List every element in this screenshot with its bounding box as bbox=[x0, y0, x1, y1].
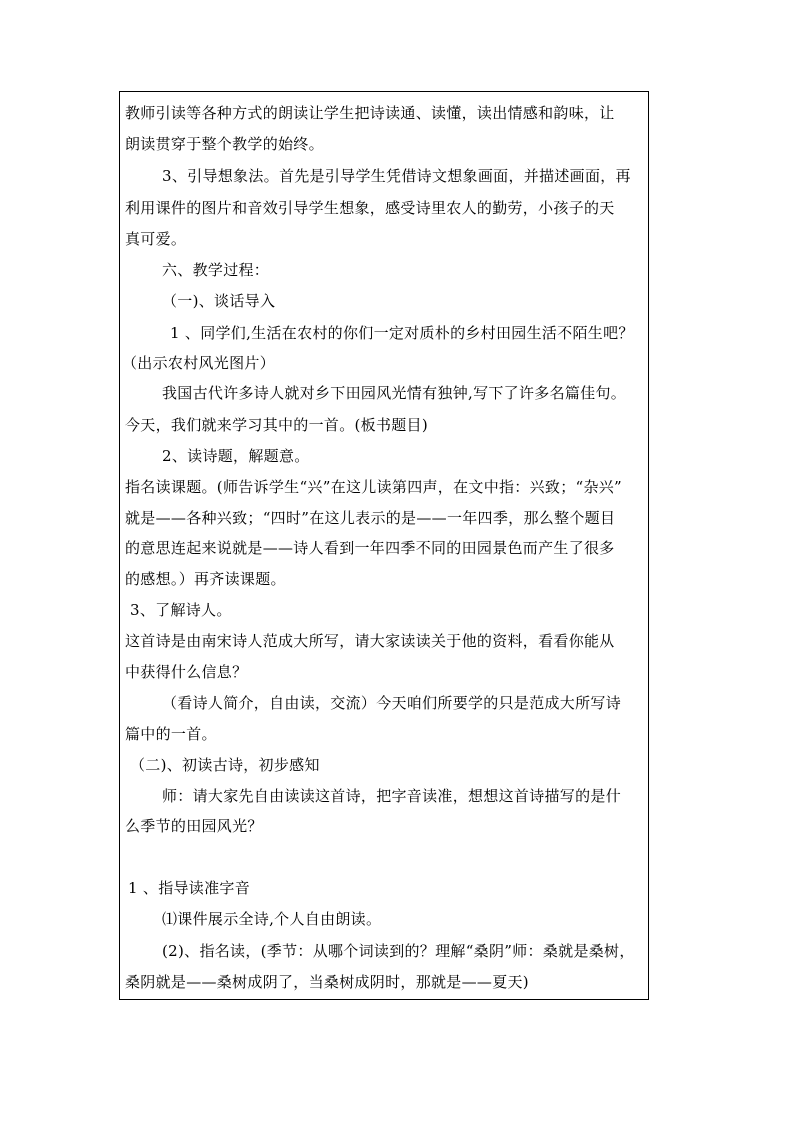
text-line: 我国古代许多诗人就对乡下田园风光情有独钟,写下了许多名篇佳句。 bbox=[162, 384, 627, 402]
text-line: 1 、指导读准字音 bbox=[128, 879, 251, 897]
text-line: 师：请大家先自由读读这首诗，把字音读准，想想这首诗描写的是什 bbox=[162, 787, 622, 805]
text-line: （出示农村风光图片） bbox=[122, 354, 276, 372]
text-line: 指名读课题。(师告诉学生“兴”在这儿读第四声，在文中指：兴致；“杂兴” bbox=[125, 478, 623, 496]
text-line: 1 、同学们,生活在农村的你们一定对质朴的乡村田园生活不陌生吧？ bbox=[170, 324, 634, 342]
text-line: 的感想。）再齐读课题。 bbox=[125, 570, 286, 588]
text-line: 3、了解诗人。 bbox=[130, 601, 232, 619]
text-line: 的意思连起来说就是——诗人看到一年四季不同的田园景色而产生了很多 bbox=[125, 539, 615, 557]
text-line: (2)、指名读，(季节：从哪个词读到的？理解“桑阴”师：桑就是桑树， bbox=[162, 942, 635, 960]
text-line: （看诗人简介，自由读，交流）今天咱们所要学的只是范成大所写诗 bbox=[162, 694, 622, 712]
text-line: 教师引读等各种方式的朗读让学生把诗读通、读懂，读出情感和韵味，让 bbox=[125, 104, 615, 122]
subheading-first-reading: （二)、初读古诗，初步感知 bbox=[130, 756, 320, 774]
text-line: 就是——各种兴致；“四时”在这儿表示的是——一年四季，那么整个题目 bbox=[125, 509, 616, 527]
text-line: 这首诗是由南宋诗人范成大所写，请大家读读关于他的资料，看看你能从 bbox=[125, 632, 615, 650]
subheading-intro: （一)、谈话导入 bbox=[162, 292, 276, 310]
heading-teaching-process: 六、教学过程： bbox=[162, 261, 270, 279]
text-line: 么季节的田园风光？ bbox=[125, 817, 263, 835]
text-line: ⑴课件展示全诗,个人自由朗读。 bbox=[162, 910, 382, 928]
text-line: 篇中的一首。 bbox=[125, 725, 217, 743]
text-line: 今天，我们就来学习其中的一首。(板书题目) bbox=[125, 416, 429, 434]
text-line: 2、读诗题，解题意。 bbox=[162, 447, 310, 465]
text-line: 3、引导想象法。首先是引导学生凭借诗文想象画面，并描述画面，再 bbox=[162, 167, 631, 185]
text-line: 桑阴就是——桑树成阴了，当桑树成阴时，那就是——夏天) bbox=[125, 973, 529, 991]
text-line: 中获得什么信息？ bbox=[125, 663, 248, 681]
text-line: 真可爱。 bbox=[125, 230, 187, 248]
text-line: 朗读贯穿于整个教学的始终。 bbox=[125, 135, 324, 153]
text-line: 利用课件的图片和音效引导学生想象，感受诗里农人的勤劳，小孩子的天 bbox=[125, 199, 615, 217]
